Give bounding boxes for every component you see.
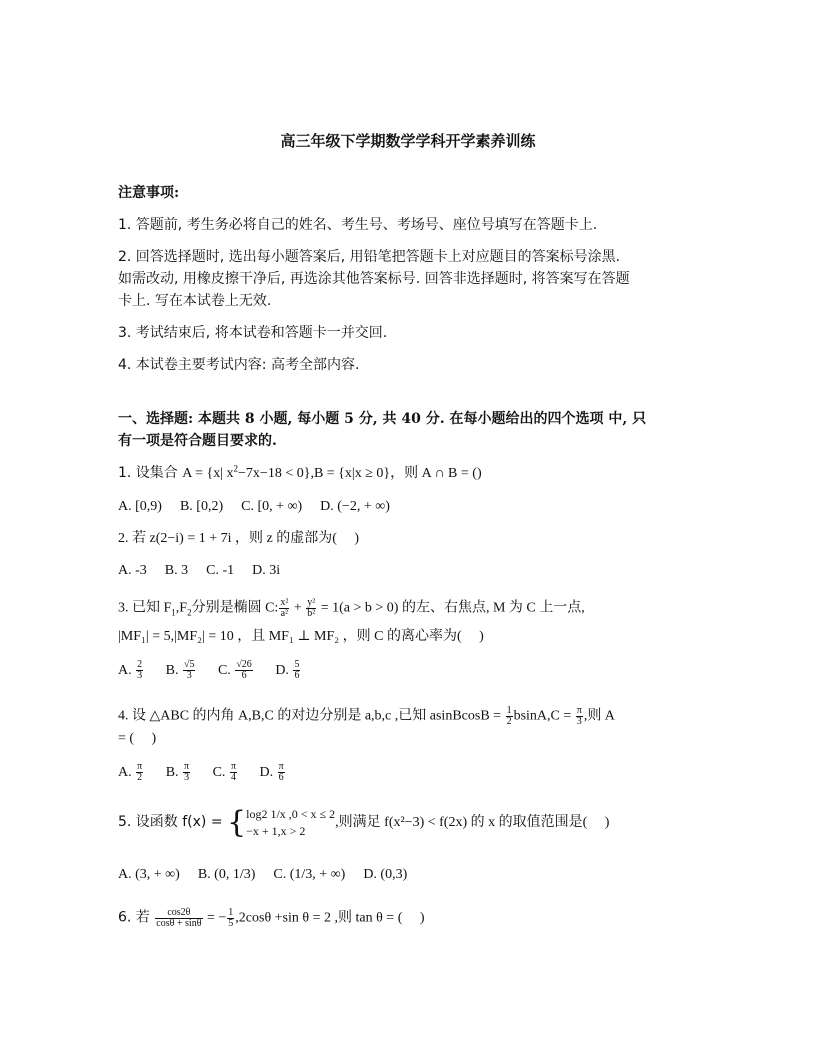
q1-set-a: A = {x| x (182, 466, 234, 481)
q3-options (118, 660, 319, 681)
question-4 (118, 706, 615, 727)
note-item-2: 2. 回答选择题时, 选出每小题答案后, 用铅笔把答题卡上对应题目的答案标号涂黑. (118, 249, 621, 265)
q4-part3: ,则 A (583, 708, 615, 724)
question-5 (118, 806, 609, 840)
q3-fraction-x: $\frac{\text{x²}}{\text{a²}}$ (280, 597, 289, 619)
q3-option-a: A. $\frac{2}{3}$ (118, 659, 143, 681)
question-6 (118, 908, 425, 929)
q3-option-b: B. $\frac{√5}{3}$ (165, 659, 195, 681)
q1-suffix: ，则 A ∩ B = () (390, 466, 482, 481)
q2-option-d: D. 3i (252, 563, 281, 578)
q5-option-b: B. (0, 1/3) (197, 867, 256, 882)
section-header-line2: 有一项是符合题目要求的. (118, 433, 277, 449)
q5-pieces (246, 806, 335, 840)
q2-option-a: A. -3 (118, 563, 147, 578)
q3-option-d: D. $\frac{5}{6}$ (275, 659, 300, 681)
note-item-4: 4. 本试卷主要考试内容: 高考全部内容. (118, 357, 360, 373)
q1-set-a-rest: −7x−18 < 0},B = {x|x ≥ 0} (238, 466, 391, 481)
q3-fraction-y: $\frac{\text{y²}}{\text{b²}}$ (307, 597, 316, 619)
q6-suffix: ,2cosθ +sin θ = 2 ,则 tan θ = ( ) (235, 910, 425, 926)
q6-fraction: $\frac{\cos 2\theta}{\cos\theta + \sin\theta}$ (156, 907, 202, 929)
q3-part2: 分别是椭圆 C: (191, 600, 279, 616)
q1-option-d: D. (−2, + ∞) (320, 499, 390, 514)
q6-mid: = − (203, 910, 227, 926)
q4-pi-third: $\frac{\pi}{3}$ (576, 705, 582, 727)
q5-piece-2: −x + 1,x > 2 (246, 824, 306, 838)
q1-prefix: 1. 设集合 (118, 465, 183, 481)
q4-part2: bsinA,C = (513, 708, 575, 724)
note-item-1: 1. 答题前, 考生务必将自己的姓名、考生号、考场号、座位号填写在答题卡上. (118, 217, 598, 233)
q4-option-c: C. $\frac{\pi}{4}$ (212, 761, 236, 783)
q4-line2: = ( ) (118, 731, 157, 746)
q4-option-a: A. $\frac{\pi}{2}$ (118, 761, 143, 783)
q5-option-c: C. (1/3, + ∞) (273, 867, 346, 882)
q5-brace: { (227, 805, 247, 840)
q5-piece-1: log2 1/x ,0 < x ≤ 2 (246, 807, 336, 821)
q4-part1: 4. 设 △ABC 的内角 A,B,C 的对边分别是 a,b,c ,已知 asinBcosB = (118, 708, 505, 724)
q5-option-a: A. (3, + ∞) (118, 867, 180, 882)
q3-comma: ,F (175, 600, 188, 616)
note-item-3: 3. 考试结束后, 将本试卷和答题卡一并交回. (118, 325, 388, 341)
q1-set-a-sup: 2 (233, 463, 239, 474)
q1-option-a: A. [0,9) (118, 499, 162, 514)
q3-sub2: 2 (187, 607, 192, 618)
q3-sub1: 1 (171, 607, 176, 618)
q4-half: $\frac{1}{2}$ (506, 705, 512, 727)
question-2: 2. 若 z(2−i) = 1 + 7i ，则 z 的虚部为( ) (118, 531, 360, 546)
q4-options (118, 762, 304, 783)
question-1 (118, 464, 482, 483)
note-item-2-cont: 如需改动, 用橡皮擦干净后, 再选涂其他答案标号. 回答非选择题时, 将答案写在答题 (118, 271, 630, 287)
page-title: 高三年级下学期数学学科开学素养训练 (280, 132, 536, 150)
q3-plus: + (290, 600, 306, 616)
note-item-2-end: 卡上. 写在本试卷上无效. (118, 293, 272, 309)
q2-options (118, 562, 298, 580)
q2-option-b: B. 3 (164, 563, 189, 578)
q1-options (118, 498, 408, 516)
q6-prefix: 6. 若 (118, 909, 155, 926)
q5-prefix: 5. 设函数 f(x) = (118, 814, 228, 831)
q5-option-d: D. (0,3) (363, 867, 408, 882)
q5-suffix: ,则满足 f(x²−3) < f(2x) 的 x 的取值范围是( ) (335, 815, 610, 831)
q1-option-b: B. [0,2) (179, 499, 224, 514)
q2-option-c: C. -1 (206, 563, 235, 578)
question-3 (118, 598, 585, 619)
q3-part3: = 1(a > b > 0) 的左、右焦点, M 为 C 上一点, (317, 600, 585, 616)
q1-option-c: C. [0, + ∞) (241, 499, 303, 514)
notes-heading: 注意事项: (118, 185, 180, 201)
q3-part1: 3. 已知 F (118, 600, 172, 616)
q6-fifth: $\frac{1}{5}$ (228, 907, 234, 929)
q3-line2: |MF₁| = 5,|MF₂| = 10 ，且 MF₁ ⊥ MF₂ ，则 C 的离心率为( ) (118, 629, 484, 644)
q5-options (118, 866, 425, 884)
section-header-line1: 一、选择题: 本题共 8 小题, 每小题 5 分, 共 40 分. 在每小题给出的四个选项 中, 只 (118, 411, 647, 427)
q3-option-c: C. $\frac{√26}{6}$ (217, 659, 252, 681)
q4-option-b: B. $\frac{\pi}{3}$ (165, 761, 190, 783)
q4-option-d: D. $\frac{\pi}{6}$ (259, 761, 284, 783)
